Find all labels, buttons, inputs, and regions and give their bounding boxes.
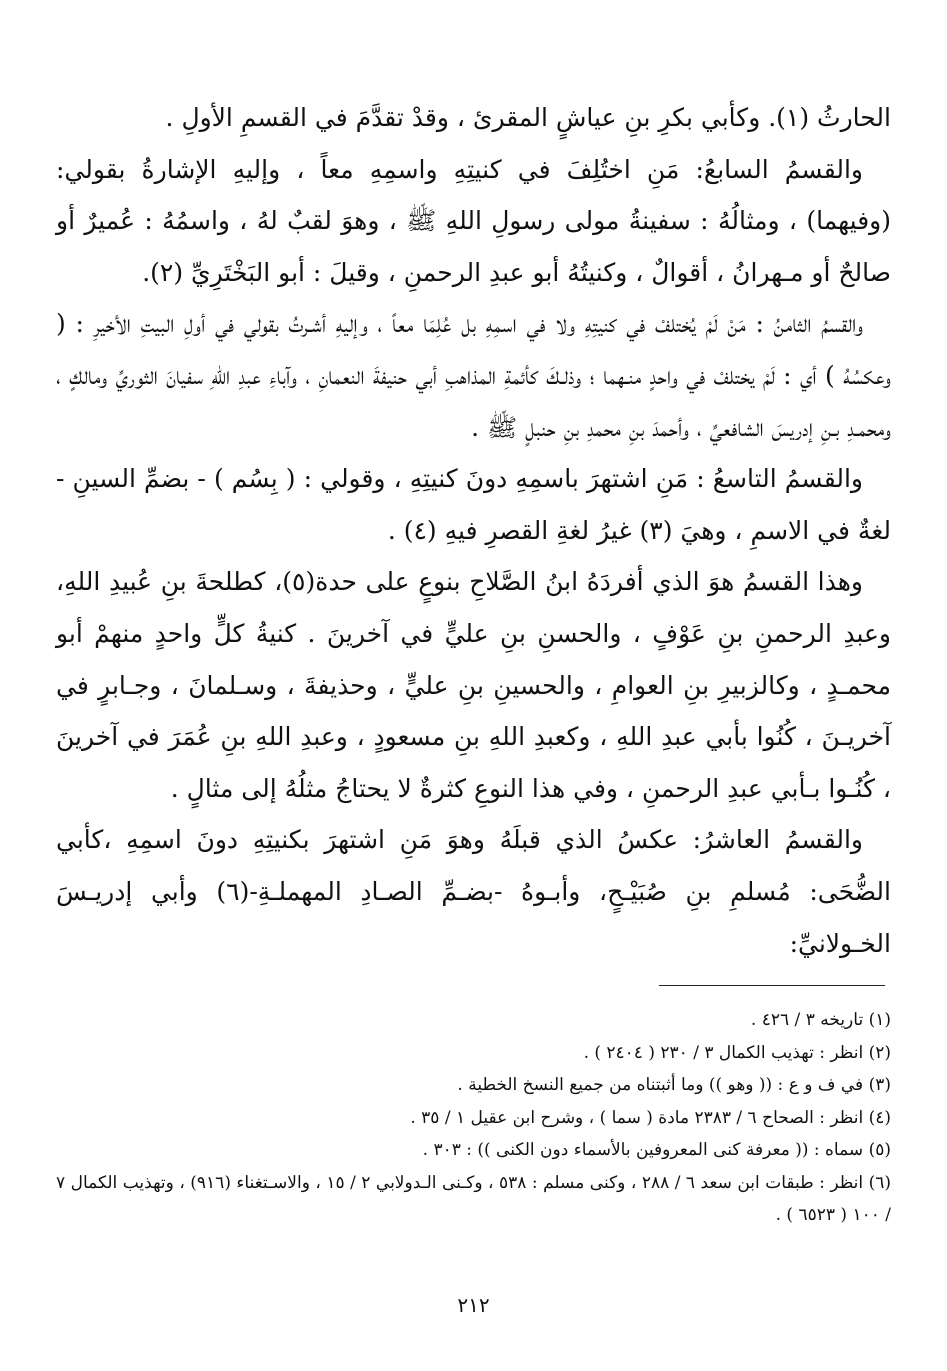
footnote-divider [659, 985, 885, 986]
paragraph-section-9-examples: وهذا القسمُ هوَ الذي أفردَهُ ابنُ الصَّلاحِ بنوعٍ على حدة(٥)، كطلحةَ بنِ عُبيدِ اللهِ، وعبدِ الرحمنِ بنِ عَوْفٍ ، والحسنِ بنِ عليٍّ في آخرينَ . كنيةُ كلٍّ واحدٍ منهمْ أبو محمـدٍ ، وكالزبيرِ بنِ العوامِ ، والحسينِ بنِ عليٍّ ، وحذيفةَ ، وسـلمانَ ، وجـابرٍ في آخريـنَ ، كُنُوا بأبي عبدِ اللهِ ، وكعبدِ اللهِ بنِ مسعودٍ ، وعبدِ اللهِ بنِ عُمَرَ في آخرينَ ، كُنُـوا بـأبي عبدِ الرحمنِ ، وفي هذا النوعِ كثرةٌ لا يحتاجُ مثلُهُ إلى مثالٍ . [56, 567, 891, 803]
paragraph-section-8: والقسمُ الثامنُ : مَنْ لَمْ يُختلفْ في كنيتِهِ ولا في اسمِهِ بل عُلِمَا معاً ، وإليهِ أشـرتُ بقولي في أولِ البيتِ الأخيرِ : ( وعكسُهُ ) أي : لَمْ يختلفْ في واحدٍ منـهما ؛ وذلـكَ كأئمةِ المذاهبِ أبي حنيفةَ النعمانِ ، وآباءِ عبدِ اللهِ سفيانَ الثوريِّ ومالكٍ ، ومحمـدِ بـنِ إدريسَ الشافعيِّ ، وأحمدَ بنِ محمدِ بنِ حنبلٍ ﷺ . [56, 309, 891, 442]
paragraph-section-9: والقسمُ التاسعُ : مَنِ اشتهرَ باسمِهِ دونَ كنيتِهِ ، وقولي : ( بِسُم ) - بضمِّ السينِ - لغةٌ في الاسمِ ، وهيَ (٣) غيرُ لغةِ القصرِ فيهِ (٤) . [56, 464, 891, 545]
paragraph-section-10: والقسمُ العاشرُ: عكسُ الذي قبلَهُ وهوَ مَنِ اشتهرَ بكنيتِهِ دونَ اسمِهِ ،كأبي الضُّحَى: مُسلمِ بنِ صُبَيْـحٍ، وأبـوهُ -بضـمِّ الصـادِ المهملـةِ-(٦) وأبي إدريـسَ الخـولانيِّ: [56, 825, 891, 958]
footnote-1: (١) تاريخه ٣ / ٤٢٦ . [750, 1010, 891, 1030]
footnote-4: (٤) انظر : الصحاح ٦ / ٢٣٨٣ مادة ( سما ) ، وشرح ابن عقيل ١ / ٣٥ . [410, 1107, 891, 1128]
footnote-5: (٥) سماه : (( معرفة كنى المعروفين بالأسماء دون الكنى )) : ٣٠٣ . [422, 1140, 891, 1160]
paragraph-continuation: الحارثُ (١). وكأبي بكرِ بنِ عياشٍ المقرئ ، وقدْ تقدَّمَ في القسمِ الأولِ . [165, 103, 891, 132]
footnote-2: (٢) انظر : تهذيب الكمال ٣ / ٢٣٠ ( ٢٤٠٤ ) . [583, 1042, 891, 1063]
paragraph-section-7: والقسمُ السابعُ: مَنِ اختُلِفَ في كنيتِهِ واسمِهِ معاً ، وإليهِ الإشارةُ بقولي: (وفيهما) ، ومثالُهُ : سفينةُ مولى رسولِ اللهِ ﷺ ، وهوَ لقبٌ لهُ ، واسمُهُ : عُميرٌ أو صالحٌ أو مـهرانُ ، أقوالٌ ، وكنيتُهُ أبو عبدِ الرحمنِ ، وقيلَ : أبو البَخْتَرِيِّ (٢). [56, 154, 891, 287]
main-text [56, 92, 891, 969]
footnote-3: (٣) في ف و ع : (( وهو )) وما أثبتناه من جميع النسخ الخطية . [457, 1075, 891, 1095]
footnotes [56, 1004, 891, 1232]
footnote-6: (٦) انظر : طبقات ابن سعد ٦ / ٢٨٨ ، وكنى مسلم : ٥٣٨ ، وكـنى الـدولابي ٢ / ١٥ ، والاسـتغناء (٩١٦) ، وتهذيب الكمال ٧ / ١٠٠ ( ٦٥٢٣ ) . [56, 1172, 891, 1225]
page-number: ٢١٢ [457, 1293, 490, 1317]
